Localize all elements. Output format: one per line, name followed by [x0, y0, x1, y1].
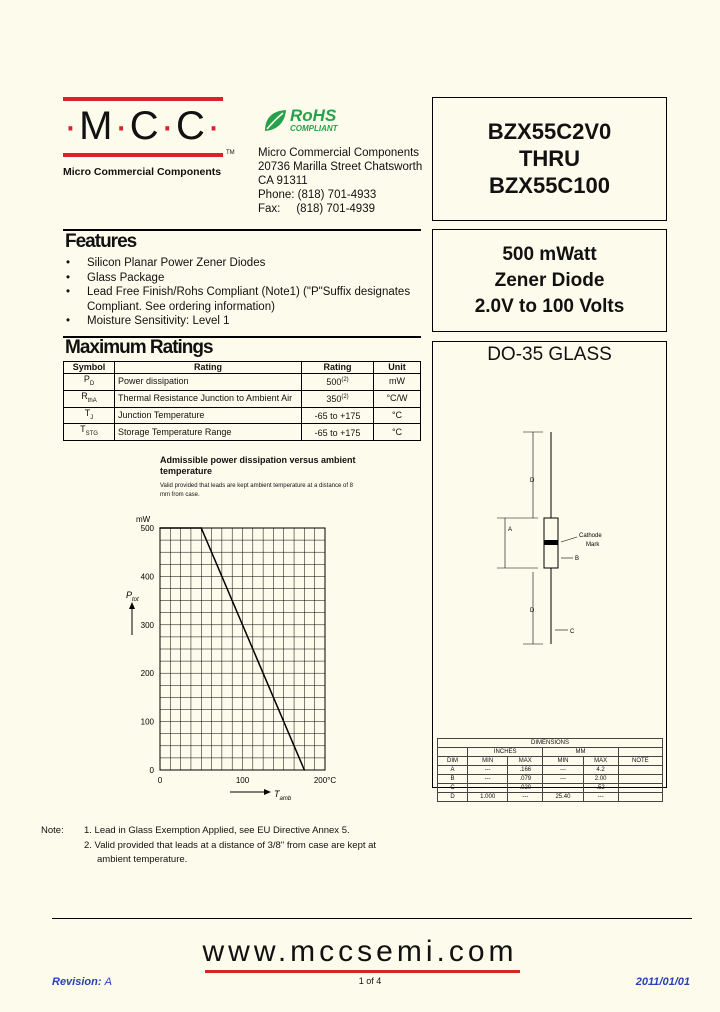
cathode-label: Cathode	[579, 533, 602, 539]
address-line: CA 91311	[258, 175, 308, 187]
x-tick-label: 0	[157, 776, 163, 785]
dimensions-title: DIMENSIONS	[438, 739, 663, 748]
chart-subtitle: Valid provided that leads are kept ambient temperature at a distance of 8 mm from case.	[160, 483, 354, 498]
note-item: 1. Lead in Glass Exemption Applied, see EU Directive Annex 5.	[84, 825, 350, 836]
notes-label: Note:	[41, 825, 64, 836]
y-axis-label: $P_{tot}$	[126, 590, 139, 603]
company-address	[258, 146, 422, 216]
table-row: $T_{STG}$ Storage Temperature Range -65 to +175 °C	[64, 424, 421, 441]
part-number-line: BZX55C100	[488, 173, 611, 198]
feature-item: • Silicon Planar Power Zener Diodes	[66, 257, 266, 269]
table-header-row	[64, 362, 421, 374]
page-number: 1 of 4	[358, 976, 382, 986]
website-link[interactable]: www.mccsemi.com	[202, 935, 518, 968]
column-header: Rating	[302, 362, 374, 374]
ratings-title: Maximum Ratings	[65, 337, 213, 358]
company-name: Micro Commercial Components	[63, 166, 222, 178]
y-tick-label: 200	[140, 669, 154, 679]
features-title: Features	[65, 231, 137, 252]
y-unit-label: mW	[136, 515, 151, 524]
mcc-logo: ·M·C·C·	[63, 104, 223, 148]
revision-date: 2011/01/01	[635, 976, 690, 988]
rohs-leaf-icon	[262, 108, 288, 134]
dim-label-d: D	[530, 478, 535, 484]
feature-item: • Lead Free Finish/Rohs Compliant (Note1) ("P"Suffix designates Compliant. See ordering information)	[66, 286, 411, 313]
dim-label-c: C	[570, 629, 575, 635]
part-number-line: THRU	[518, 146, 581, 171]
column-header: Unit	[374, 362, 421, 374]
dimensions-table: DIMENSIONS INCHES MM DIM MIN MAX MIN MAX NOTE A --- .166 --- 4.2 B --- .079 --- 2.00 C --- .020 --- .52 D 1.000 --- 25.40 ---	[437, 738, 663, 802]
x-axis-arrow-icon	[230, 789, 271, 795]
address-line: 20736 Marilla Street Chatsworth	[258, 161, 423, 173]
description-box	[432, 229, 667, 332]
dim-label-d: D	[530, 608, 535, 614]
cathode-band	[544, 540, 558, 545]
table-row: $T_J$ Junction Temperature -65 to +175 °C	[64, 407, 421, 424]
dim-label-a: A	[508, 527, 513, 533]
chart-title: Admissible power dissipation versus ambient temperature	[160, 455, 356, 476]
data-point	[304, 769, 306, 771]
table-row: A --- .166 --- 4.2	[438, 766, 663, 775]
description-line: 500 mWatt	[502, 244, 597, 265]
y-tick-label: 0	[149, 766, 154, 775]
trademark: TM	[226, 150, 235, 156]
column-header: Symbol	[64, 362, 115, 374]
note-item: 2. Valid provided that leads at a distance of 3/8" from case are kept at	[84, 840, 377, 851]
x-axis-label: $T_{amb}$	[274, 789, 292, 802]
y-tick-label: 400	[140, 572, 154, 582]
column-header: Rating	[115, 362, 302, 374]
dim-label-b: B	[575, 556, 580, 562]
rohs-title: RoHS	[290, 106, 337, 125]
y-tick-label: 100	[140, 717, 154, 727]
y-axis-arrow-icon	[129, 602, 135, 635]
table-row: C --- .020 --- .52	[438, 784, 663, 793]
website-underline	[205, 970, 520, 973]
description-line: Zener Diode	[494, 270, 605, 291]
y-tick-label: 500	[140, 524, 154, 533]
description-line: 2.0V to 100 Volts	[474, 296, 625, 317]
dimensions-table-wrap	[437, 738, 663, 802]
note-item: ambient temperature.	[97, 854, 188, 865]
table-row: $R_{thA}$ Thermal Resistance Junction to Ambient Air 350$^{(2)}$ °C/W	[64, 390, 421, 407]
logo-top-bar	[63, 97, 223, 101]
diode-outline-drawing	[493, 412, 663, 652]
x-tick-label: 200°C	[313, 776, 337, 785]
data-point	[200, 527, 202, 529]
package-box	[432, 341, 667, 800]
feature-item: • Moisture Sensitivity: Level 1	[66, 315, 230, 327]
address-line: Micro Commercial Components	[258, 147, 420, 159]
table-row: B --- .079 --- 2.00	[438, 775, 663, 784]
mark-label: Mark	[586, 542, 600, 548]
feature-item: • Glass Package	[66, 271, 165, 284]
logo-bottom-bar	[63, 153, 223, 157]
features-list	[66, 256, 437, 329]
x-tick-label: 100	[235, 776, 250, 785]
table-header-row: DIM MIN MAX MIN MAX NOTE	[438, 757, 663, 766]
fax: Fax: (818) 701-4939	[258, 203, 375, 215]
phone: Phone: (818) 701-4933	[258, 189, 377, 201]
part-number-line: BZX55C2V0	[487, 119, 612, 144]
table-row: D 1.000 --- 25.40 ---	[438, 793, 663, 802]
data-point	[159, 527, 161, 529]
power-derating-chart	[100, 505, 360, 805]
part-number-box	[432, 97, 667, 221]
package-title: DO-35 GLASS	[487, 344, 612, 365]
ratings-table	[63, 361, 421, 441]
chart-grid	[160, 528, 325, 770]
revision: Revision: A	[52, 976, 112, 988]
y-tick-label: 300	[140, 620, 154, 630]
footer-rule	[52, 918, 692, 919]
rohs-subtitle: COMPLIANT	[290, 124, 338, 133]
table-row: $P_D$ Power dissipation 500$^{(2)}$ mW	[64, 374, 421, 391]
